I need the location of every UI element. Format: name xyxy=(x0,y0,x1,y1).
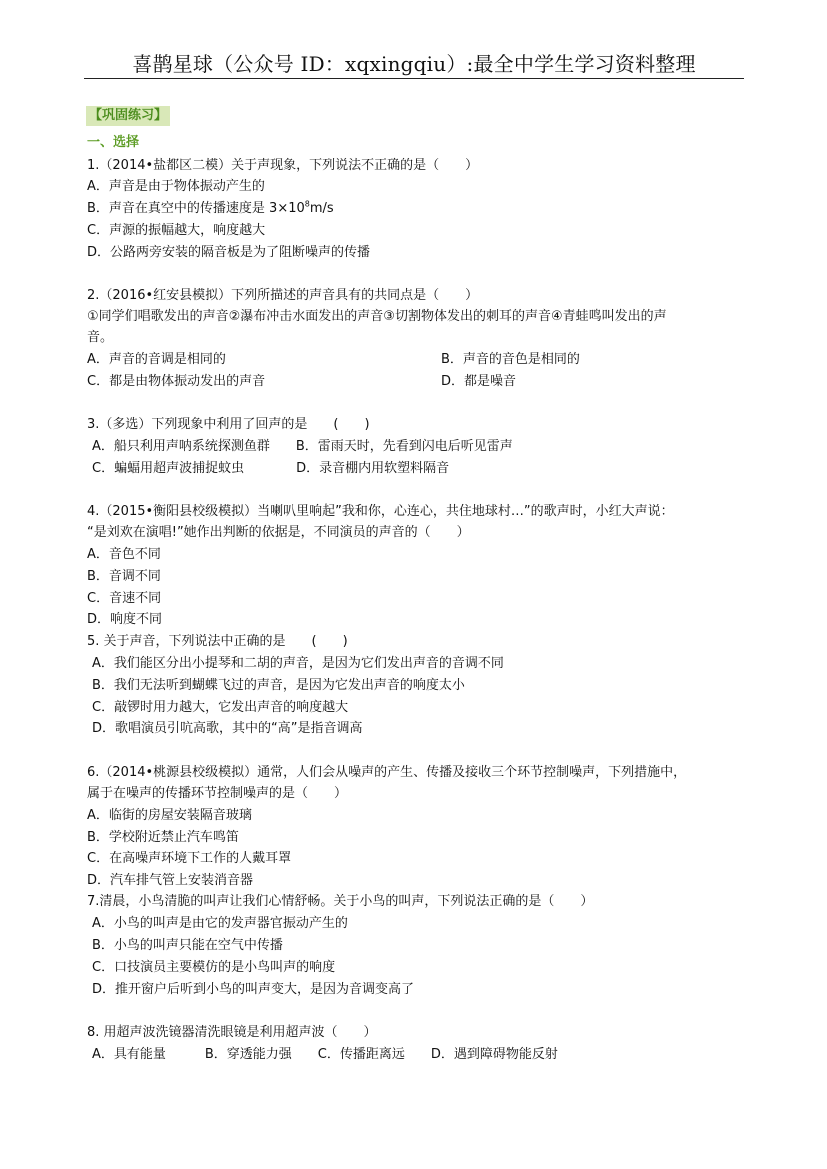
exercise-badge: 【巩固练习】 xyxy=(86,106,170,126)
q1-option-a: A．声音是由于物体振动产生的 xyxy=(87,179,265,194)
q4-option-c: C．音速不同 xyxy=(87,591,162,606)
q2-desc-line1: ①同学们唱歌发出的声音②瀑布冲击水面发出的声音③切割物体发出的刺耳的声音④青蛙鸣叫发出的声 xyxy=(87,309,667,324)
q2-desc-line2: 音。 xyxy=(87,330,114,345)
q7-option-c: C．口技演员主要模仿的是小鸟叫声的响度 xyxy=(92,960,336,975)
q6-stem-line2: 属于在噪声的传播环节控制噪声的是（ ） xyxy=(87,786,348,801)
q6-option-c: C．在高噪声环境下工作的人戴耳罩 xyxy=(87,851,292,866)
q3-options-cd: C．蝙蝠用超声波捕捉蚊虫 D．录音棚内用软塑料隔音 xyxy=(92,461,450,476)
q1-b-text: B．声音在真空中的传播速度是 3×10 xyxy=(87,201,305,216)
q6-option-a: A．临街的房屋安装隔音玻璃 xyxy=(87,808,252,823)
q1-option-c: C．声源的振幅越大，响度越大 xyxy=(87,223,266,238)
q1-option-d: D．公路两旁安装的隔音板是为了阻断噪声的传播 xyxy=(87,245,371,260)
q6-stem-line1: 6.（2014•桃源县校级模拟）通常，人们会从噪声的产生、传播及接收三个环节控制噪声，下列措施中， xyxy=(87,765,687,780)
header-divider xyxy=(84,78,744,79)
q2-stem: 2.（2016•红安县模拟）下列所描述的声音具有的共同点是（ ） xyxy=(87,288,479,303)
q7-option-b: B．小鸟的叫声只能在空气中传播 xyxy=(92,938,283,953)
q7-option-d: D．推开窗户后听到小鸟的叫声变大，是因为音调变高了 xyxy=(92,982,415,997)
q5-stem: 5. 关于声音，下列说法中正确的是 ( ) xyxy=(87,634,348,649)
q2-option-d: D．都是噪音 xyxy=(441,374,517,389)
q4-option-a: A．音色不同 xyxy=(87,547,161,562)
q4-stem-line1: 4.（2015•衡阳县校级模拟）当喇叭里响起”我和你，心连心，共住地球村…”的歌声时，小红大声说： xyxy=(87,504,674,519)
q1-b-unit: m/s xyxy=(309,201,334,216)
q5-option-a: A．我们能区分出小提琴和二胡的声音，是因为它们发出声音的音调不同 xyxy=(92,656,504,671)
q5-option-d: D．歌唱演员引吭高歌，其中的“高”是指音调高 xyxy=(92,721,363,736)
q5-option-b: B．我们无法听到蝴蝶飞过的声音，是因为它发出声音的响度太小 xyxy=(92,678,465,693)
q7-stem: 7.清晨，小鸟清脆的叫声让我们心情舒畅。关于小鸟的叫声，下列说法正确的是（ ） xyxy=(87,894,594,909)
q6-option-d: D．汽车排气管上安装消音器 xyxy=(87,873,254,888)
q8-stem: 8. 用超声波洗镜器清洗眼镜是利用超声波（ ） xyxy=(87,1025,377,1040)
q7-option-a: A．小鸟的叫声是由它的发声器官振动产生的 xyxy=(92,916,348,931)
q4-option-d: D．响度不同 xyxy=(87,612,163,627)
q1-b-exponent: 8 xyxy=(304,199,310,209)
section-title: 一、选择 xyxy=(87,135,140,150)
q3-options-ab: A．船只利用声呐系统探测鱼群 B．雷雨天时，先看到闪电后听见雷声 xyxy=(92,439,513,454)
q4-stem-line2: “是刘欢在演唱!”她作出判断的依据是，不同演员的声音的（ ） xyxy=(87,525,470,540)
q3-stem: 3.（多选）下列现象中利用了回声的是 ( ) xyxy=(87,417,370,432)
q8-options: A．具有能量 B．穿透能力强 C．传播距离远 D．遇到障碍物能反射 xyxy=(92,1047,558,1062)
q2-option-b: B．声音的音色是相同的 xyxy=(441,352,580,367)
q5-option-c: C．敲锣时用力越大，它发出声音的响度越大 xyxy=(92,700,349,715)
q1-option-b xyxy=(87,199,334,219)
q4-option-b: B．音调不同 xyxy=(87,569,161,584)
q6-option-b: B．学校附近禁止汽车鸣笛 xyxy=(87,830,239,845)
page-header: 喜鹊星球（公众号 ID：xqxingqiu）:最全中学生学习资料整理 xyxy=(132,52,696,76)
q2-option-a: A．声音的音调是相同的 xyxy=(87,352,226,367)
q2-option-c: C．都是由物体振动发出的声音 xyxy=(87,374,266,389)
q1-stem: 1.（2014•盐都区二模）关于声现象，下列说法不正确的是（ ） xyxy=(87,158,479,173)
